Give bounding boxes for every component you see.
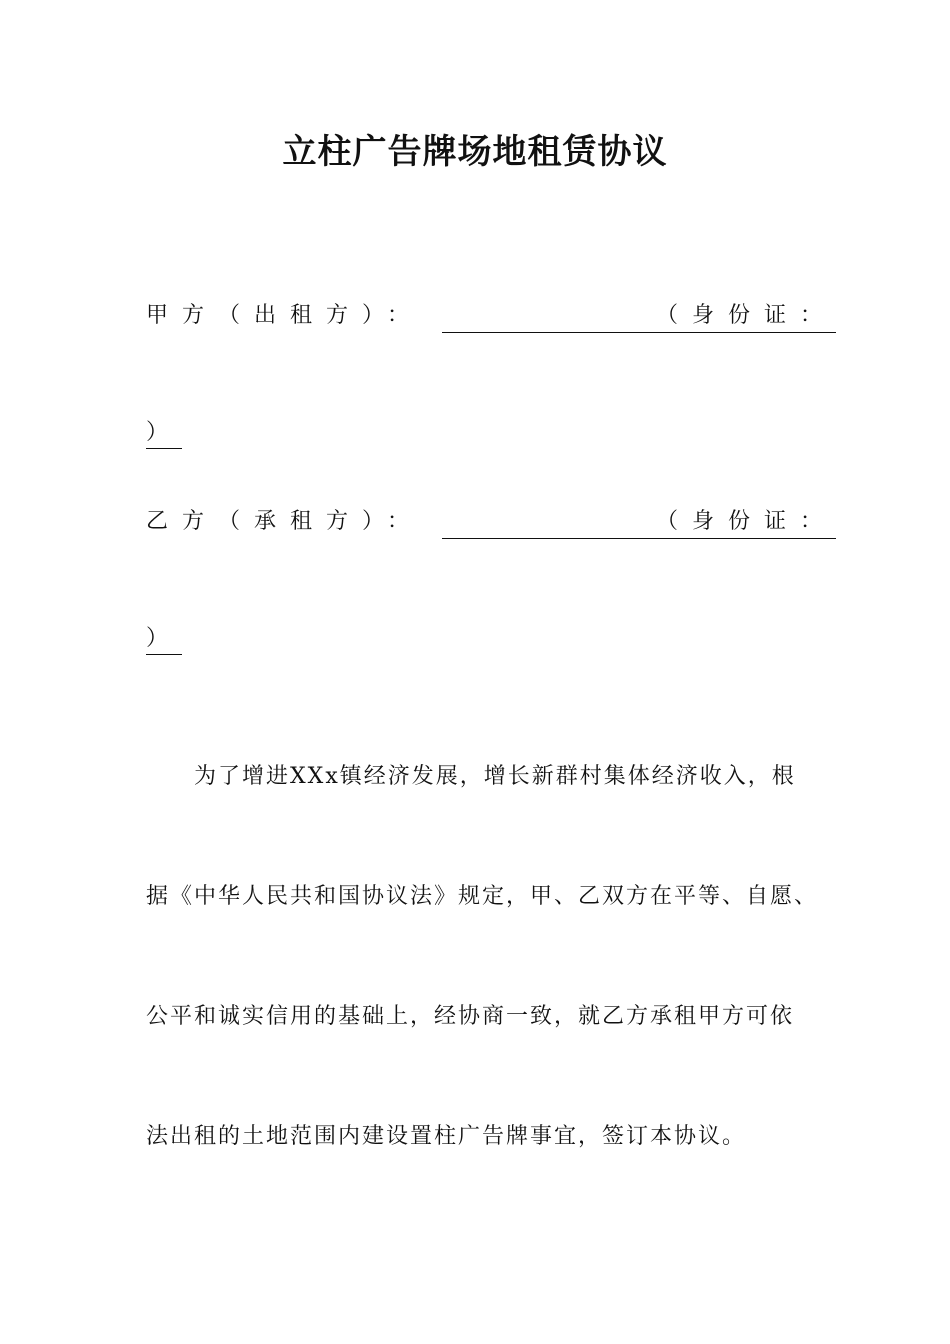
- body-line-2: 据《中华人民共和国协议法》规定，甲、乙双方在平等、自愿、: [146, 884, 819, 909]
- party-a-label: 甲方（出租方）：: [146, 303, 424, 328]
- party-b-row: [146, 506, 836, 538]
- party-b-id-close: ）: [146, 624, 182, 655]
- party-b-id-label: （身份证：: [655, 509, 836, 534]
- party-a-row: [146, 300, 836, 332]
- party-a-id-label: （身份证：: [655, 303, 836, 328]
- body-line-3: 公平和诚实信用的基础上，经协商一致，就乙方承租甲方可依: [146, 1004, 795, 1029]
- body-line-4: 法出租的土地范围内建设置柱广告牌事宜，签订本协议。: [146, 1124, 747, 1149]
- party-a-fill-line: [442, 300, 836, 333]
- document-title: 立柱广告牌场地租赁协议: [282, 132, 668, 172]
- body-line-1: 为了增进XXx镇经济发展，增长新群村集体经济收入，根: [194, 764, 796, 789]
- party-b-fill-line: [442, 506, 836, 539]
- party-a-id-close: ）: [146, 418, 182, 449]
- party-b-label: 乙方（承租方）：: [146, 509, 424, 534]
